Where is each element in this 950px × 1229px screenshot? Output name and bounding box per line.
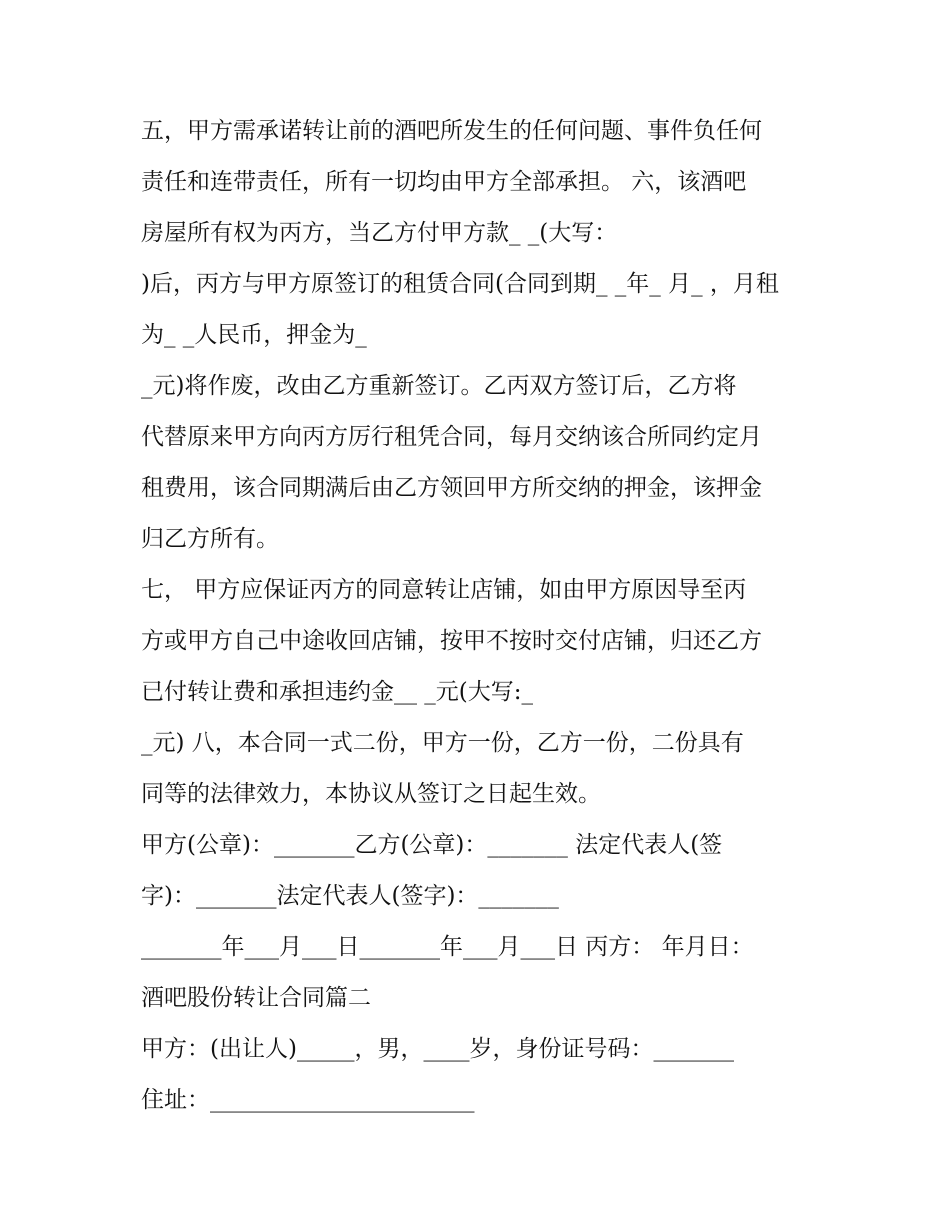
signature-line-2: 字)：_______法定代表人(签字)：_______ <box>141 883 559 909</box>
clause-eight-line-2: 同等的法律效力，本协议从签订之日起生效。 <box>141 781 601 807</box>
address-line: 住址：_______________________ <box>141 1087 475 1113</box>
clause-five-line-1: 五，甲方需承诺转让前的酒吧所发生的任何问题、事件负任何 <box>141 118 762 144</box>
clause-six-line-5: 代替原来甲方向丙方厉行租凭合同，每月交纳该合所同约定月 <box>141 424 762 450</box>
clause-eight-line-1: _元) 八，本合同一式二份，甲方一份，乙方一份，二份具有 <box>141 730 744 756</box>
clause-six-line-4: _元)将作废，改由乙方重新签订。乙丙双方签订后，乙方将 <box>141 373 737 399</box>
clause-six-line-6: 租费用，该合同期满后由乙方领回甲方所交纳的押金，该押金 <box>141 475 762 501</box>
clause-six-line-3: 为_ _人民币，押金为_ <box>141 322 367 348</box>
clause-seven-line-1: 七， 甲方应保证丙方的同意转让店铺，如由甲方原因导至丙 <box>141 577 747 603</box>
section-heading-part-two: 酒吧股份转让合同篇二 <box>141 985 371 1011</box>
clause-seven-line-3: 已付转让费和承担违约金__ _元(大写:_ <box>141 679 534 705</box>
signature-line-1: 甲方(公章)：_______乙方(公章)：_______ 法定代表人(签 <box>141 832 723 858</box>
party-a-info-line: 甲方：(出让人)_____，男，____岁，身份证号码：_______ <box>141 1036 734 1062</box>
clause-five-line-2: 责任和连带责任，所有一切均由甲方全部承担。 六，该酒吧 <box>141 169 747 195</box>
clause-seven-line-2: 方或甲方自己中途收回店铺，按甲不按时交付店铺，归还乙方 <box>141 628 762 654</box>
clause-six-line-7: 归乙方所有。 <box>141 526 279 552</box>
clause-six-line-2: )后，丙方与甲方原签订的租赁合同(合同到期_ _年_ 月_ ，月租 <box>141 271 779 297</box>
clause-six-line-1: 房屋所有权为丙方，当乙方付甲方款_ _(大写： <box>141 220 618 246</box>
date-line: _______年___月___日_______年___月___日 丙方： 年月日： <box>141 934 754 960</box>
